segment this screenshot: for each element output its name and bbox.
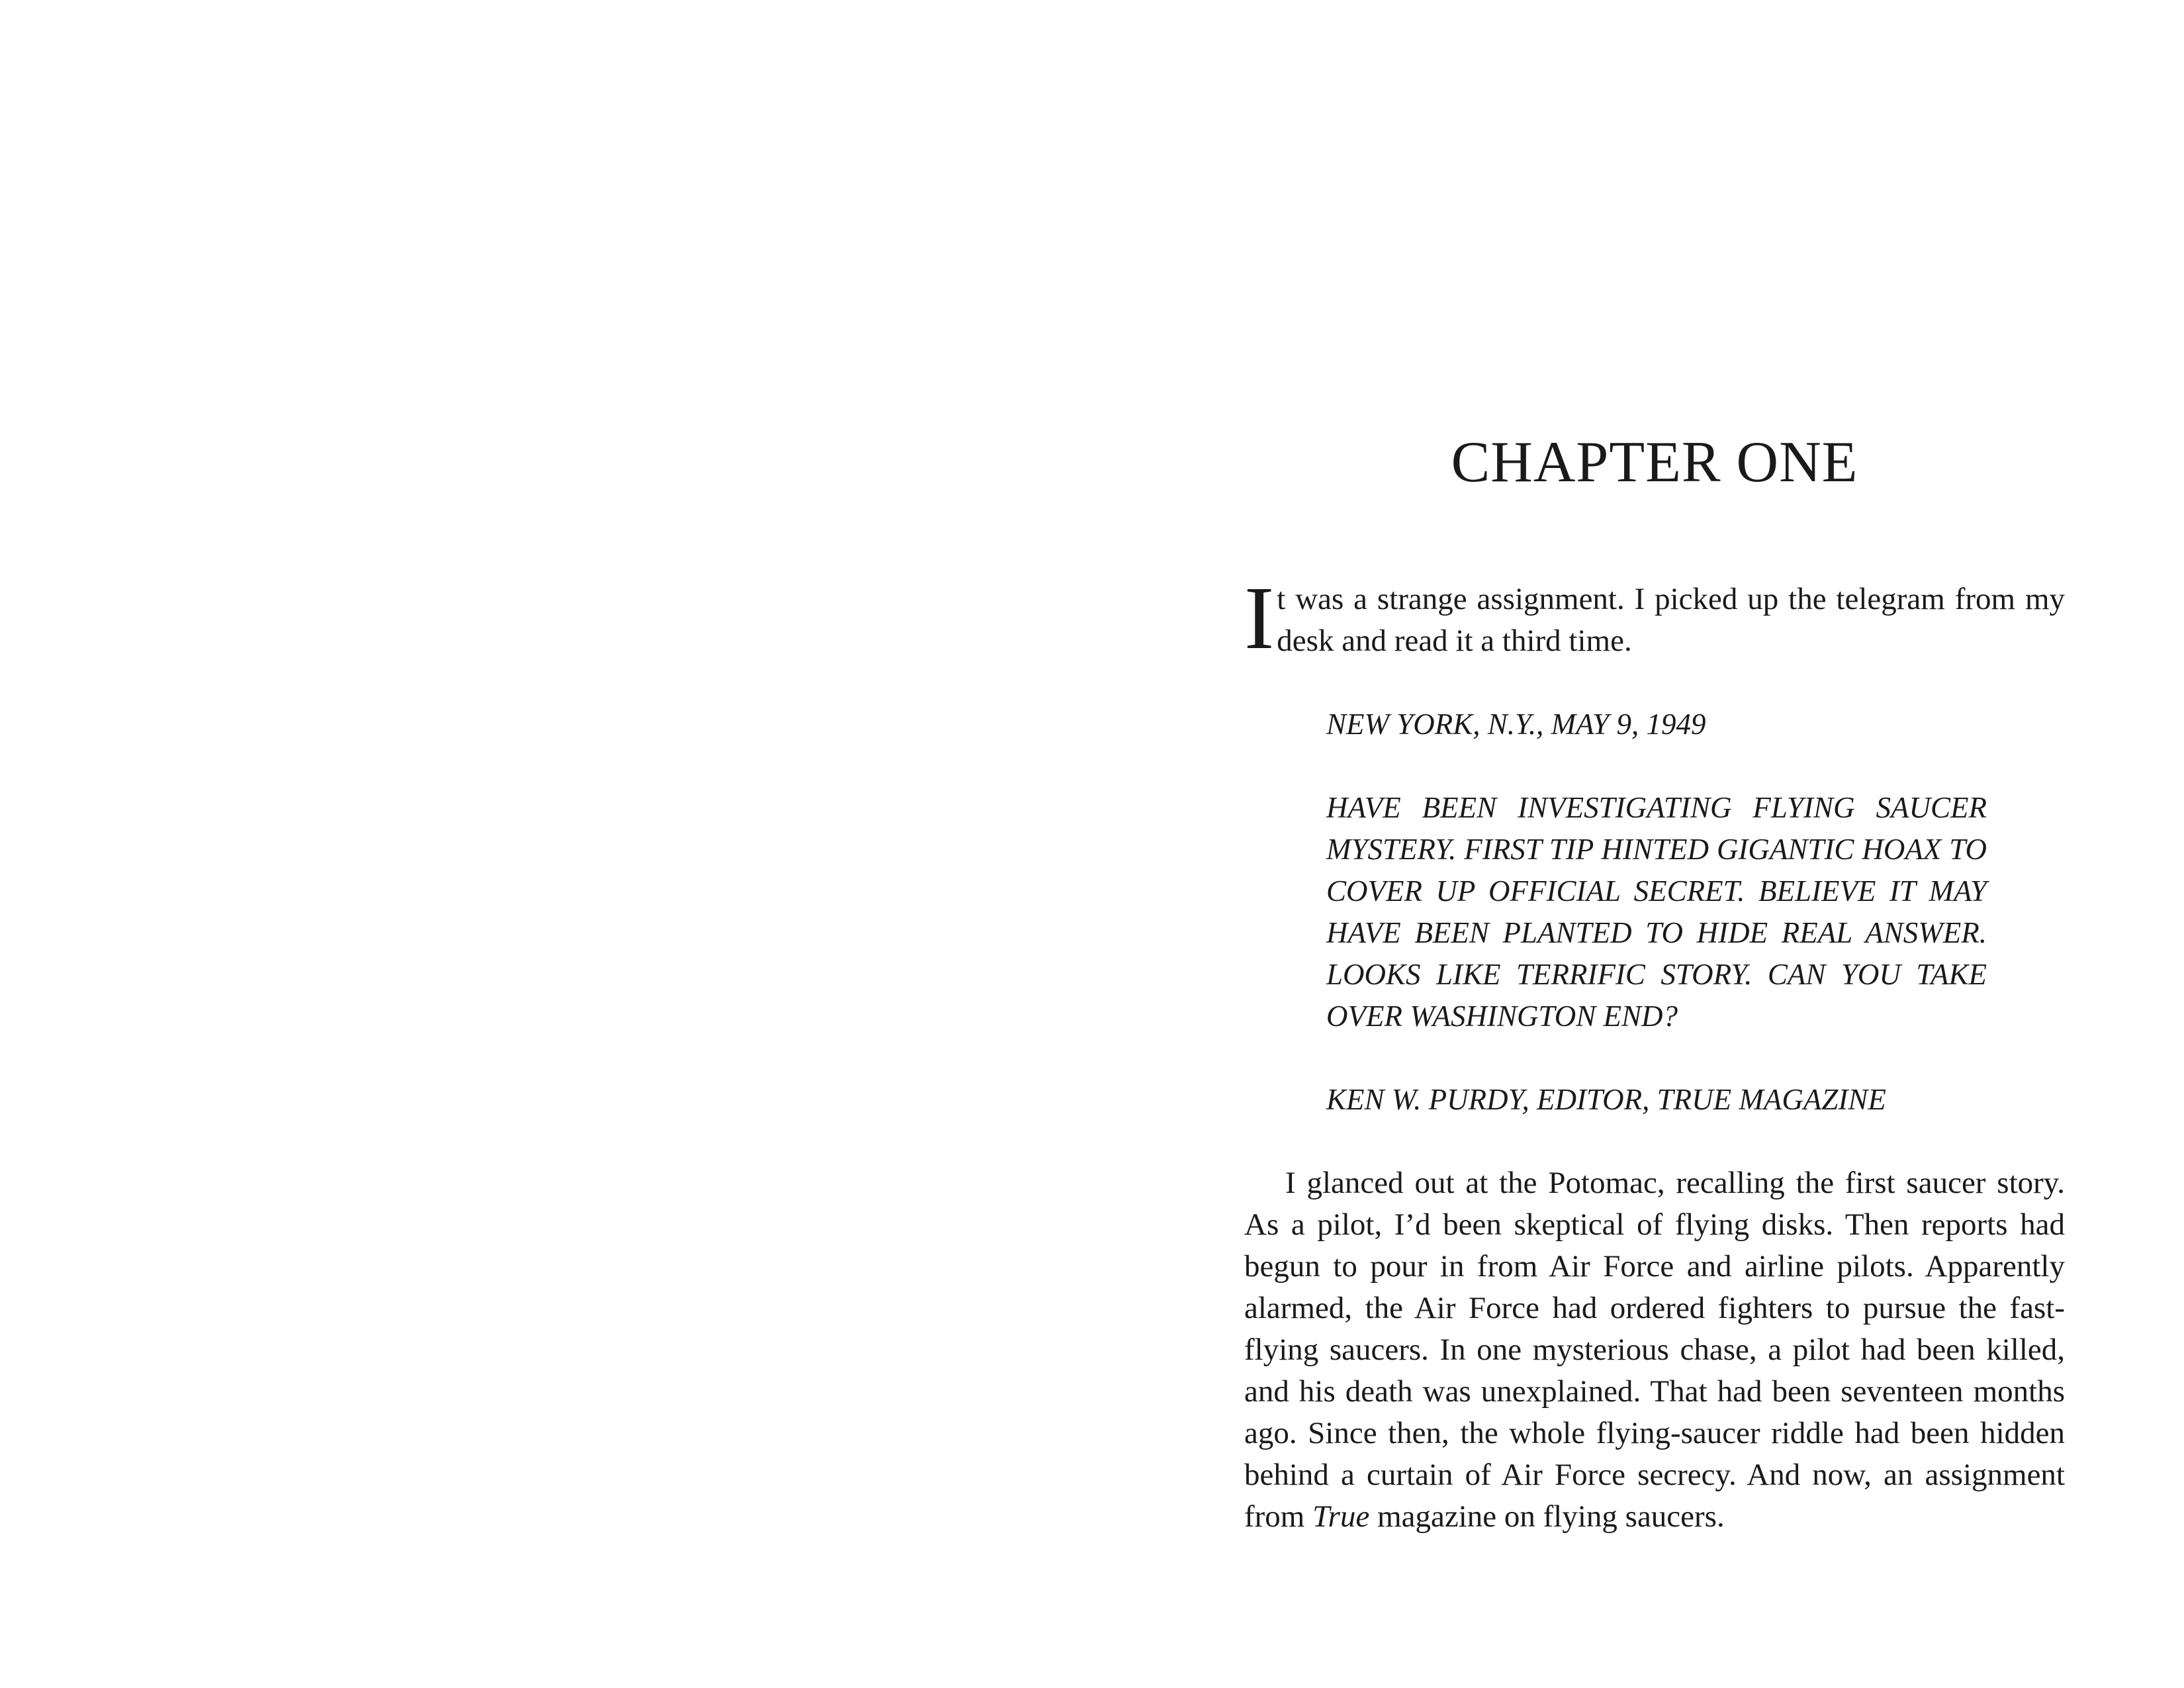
opening-text: t was a strange assignment. I picked up the telegram from my desk and read it a third time. [1277,582,2065,658]
paragraph-text-before: I glanced out at the Potomac, recalling the first saucer story. As a pilot, I’d been skeptical of flying disks. Then reports had begun to pour in from Air Force and airline pilots. Apparently alarmed, the Air Force had ordered fighters to pursue the fast-flying saucers. In one mysterious chase, a pilot had been killed, and his death was unexplained. That had been seventeen months ago. Since then, the whole flying-saucer riddle had been hidden behind a curtain of Air Force secrecy. And now, an assignment from [1244,1166,2065,1534]
body-paragraph [1244,1162,2065,1538]
opening-paragraph [1244,569,2065,668]
telegram-signature: KEN W. PURDY, EDITOR, TRUE MAGAZINE [1326,1083,1886,1116]
telegram-quote [1244,704,2065,1121]
chapter-title: CHAPTER ONE [1451,430,1858,494]
magazine-title: True [1312,1499,1370,1534]
telegram-dateline: NEW YORK, N.Y., MAY 9, 1949 [1326,708,1706,741]
drop-cap: I [1244,569,1275,668]
telegram-body: HAVE BEEN INVESTIGATING FLYING SAUCER MYSTERY. FIRST TIP HINTED GIGANTIC HOAX TO COVER UP OFFICIAL SECRET. BELIEVE IT MAY HAVE BEEN PLANTED TO HIDE REAL ANSWER. LOOKS LIKE TERRIFIC STORY. CAN YOU TAKE OVER WASHINGTON END? [1326,791,1987,1033]
paragraph-text-after: magazine on flying saucers. [1369,1499,1725,1534]
chapter-text [1244,569,2065,1538]
